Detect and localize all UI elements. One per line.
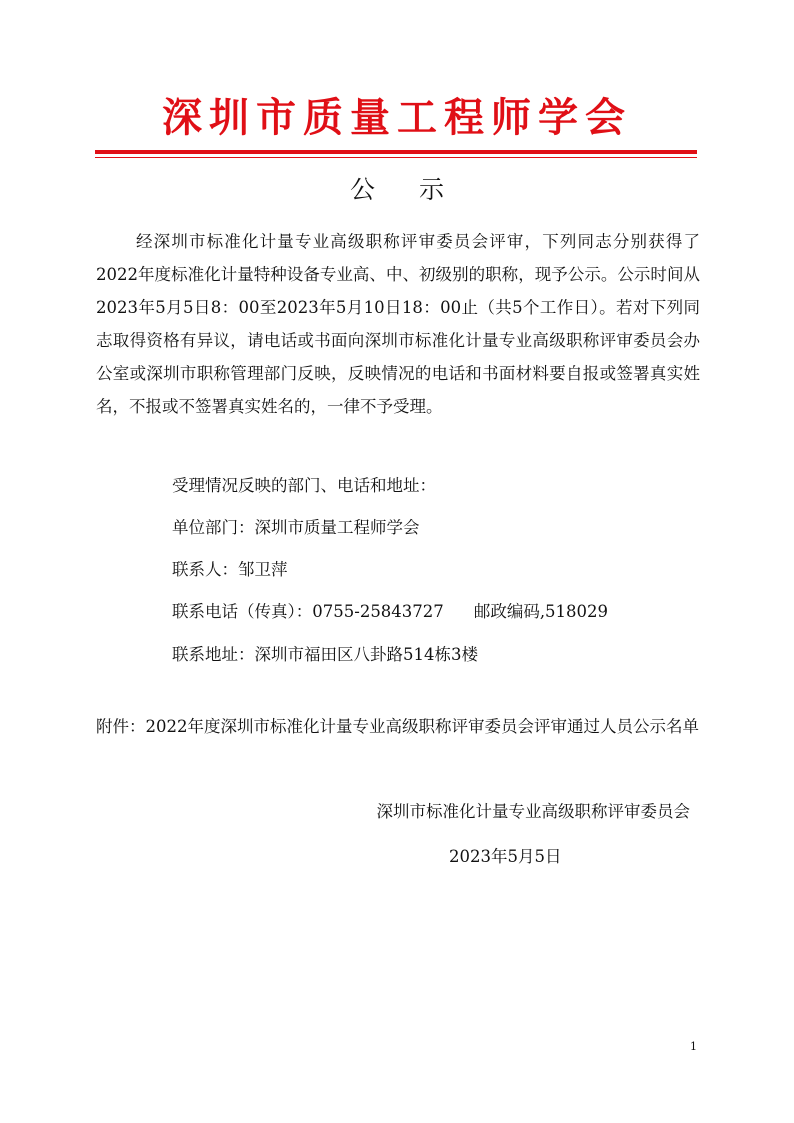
attachment-note: 附件：2022年度深圳市标准化计量专业高级职称评审委员会评审通过人员公示名单 [96, 717, 699, 736]
header-rule-thin [95, 157, 697, 158]
organization-title: 深圳市质量工程师学会 [162, 95, 632, 141]
contact-phone: 联系电话（传真）：0755-25843727 [172, 602, 444, 621]
signature-committee: 深圳市标准化计量专业高级职称评审委员会 [376, 802, 690, 821]
contact-address: 联系地址：深圳市福田区八卦路514栋3楼 [172, 645, 478, 664]
signature-date: 2023年5月5日 [449, 847, 562, 866]
contact-unit: 单位部门：深圳市质量工程师学会 [172, 518, 420, 537]
contact-postal-code: 邮政编码,518029 [473, 602, 609, 621]
contact-intro: 受理情况反映的部门、电话和地址： [172, 476, 436, 495]
notice-heading: 公 示 [350, 175, 462, 204]
contact-person: 联系人：邹卫萍 [172, 560, 288, 579]
contact-phone-row [172, 600, 608, 624]
notice-body: 经深圳市标准化计量专业高级职称评审委员会评审，下列同志分别获得了2022年度标准化计量特种设备专业高、中、初级别的职称，现予公示。公示时间从2023年5月5日8：00至2023年5月10日18：00止（共5个工作日）。若对下列同志取得资格有异议，请电话或书面向深圳市标准化计量专业高级职称评审委员会办公室或深圳市职称管理部门反映，反映情况的电话和书面材料要自报或签署真实姓名，不报或不签署真实姓名的，一律不予受理。 [96, 232, 700, 416]
page-number: 1 [690, 1040, 697, 1053]
header-rule-thick [95, 150, 697, 154]
